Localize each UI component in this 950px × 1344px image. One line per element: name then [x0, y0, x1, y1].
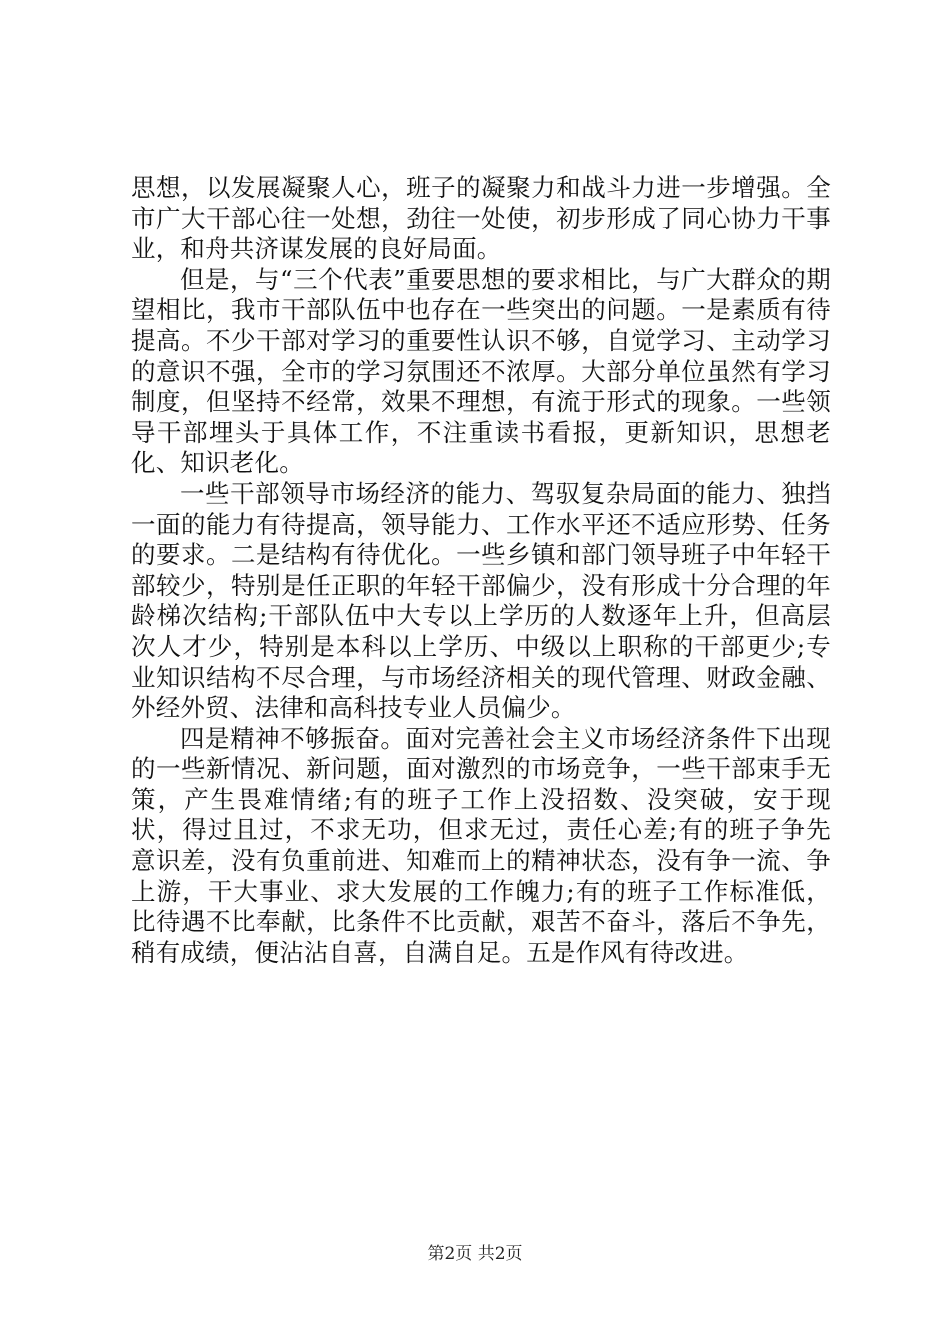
paragraph-3: 一些干部领导市场经济的能力、驾驭复杂局面的能力、独挡一面的能力有待提高，领导能力、工作水平还不适应形势、任务的要求。二是结构有待优化。一些乡镇和部门领导班子中年轻干部较少，特别是任正职的年轻干部偏少，没有形成十分合理的年龄梯次结构;干部队伍中大专以上学历的人数逐年上升，但高层次人才少，特别是本科以上学历、中级以上职称的干部更少;专业知识结构不尽合理，与市场经济相关的现代管理、财政金融、外经外贸、法律和高科技专业人员偏少。 [131, 478, 831, 723]
paragraph-4: 四是精神不够振奋。面对完善社会主义市场经济条件下出现的一些新情况、新问题，面对激烈的市场竞争，一些干部束手无策，产生畏难情绪;有的班子工作上没招数、没突破，安于现状，得过且过，不求无功，但求无过，责任心差;有的班子争先意识差，没有负重前进、知难而上的精神状态，没有争一流、争上游，干大事业、求大发展的工作魄力;有的班子工作标准低，比待遇不比奉献，比条件不比贡献，艰苦不奋斗，落后不争先，稍有成绩，便沾沾自喜，自满自足。五是作风有待改进。 [131, 723, 831, 967]
paragraph-2: 但是，与“三个代表”重要思想的要求相比，与广大群众的期望相比，我市干部队伍中也存在一些突出的问题。一是素质有待提高。不少干部对学习的重要性认识不够，自觉学习、主动学习的意识不强，全市的学习氛围还不浓厚。大部分单位虽然有学习制度，但坚持不经常，效果不理想，有流于形式的现象。一些领导干部埋头于具体工作，不注重读书看报，更新知识，思想老化、知识老化。 [131, 264, 831, 478]
paragraph-1: 思想，以发展凝聚人心，班子的凝聚力和战斗力进一步增强。全市广大干部心往一处想，劲往一处使，初步形成了同心协力干事业，和舟共济谋发展的良好局面。 [131, 173, 831, 264]
page-number-footer: 第2页 共2页 [427, 1244, 523, 1264]
document-body [131, 173, 831, 968]
